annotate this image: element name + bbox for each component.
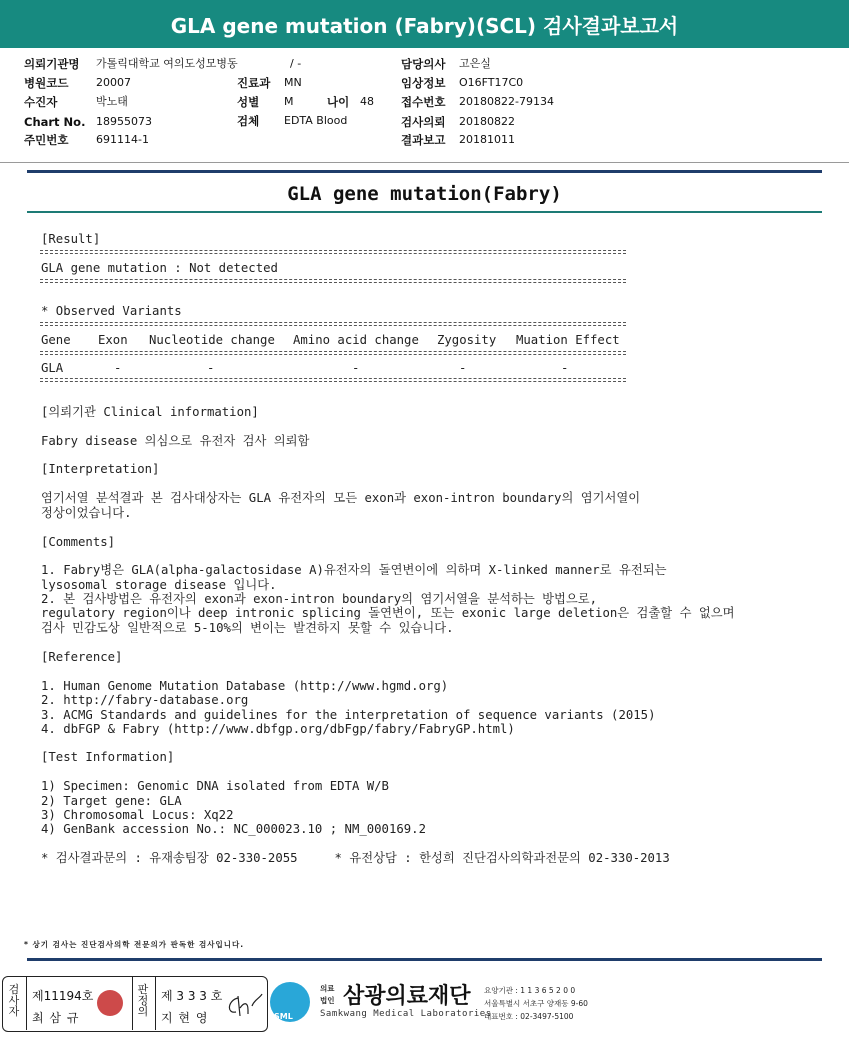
footer-rule (27, 958, 822, 961)
cell-zygosity: - (459, 361, 467, 375)
header-divider (0, 162, 849, 163)
reader-signature (224, 990, 264, 1020)
variants-heading: * Observed Variants (41, 304, 182, 318)
org-info-line: 서울특별시 서초구 양재동 9-60 (484, 999, 588, 1008)
divider (40, 325, 626, 326)
divider (40, 250, 626, 251)
col-header-nucleotide: Nucleotide change (149, 333, 275, 347)
request-date-label: 검사의뢰 (401, 115, 446, 129)
sex-value: M (284, 95, 294, 108)
reference-line: 2. http://fabry-database.org (41, 693, 249, 707)
age-label: 나이 (327, 95, 350, 109)
divider (40, 282, 626, 283)
patient-value: 박노태 (96, 95, 128, 108)
col-header-exon: Exon (98, 333, 128, 347)
cell-exon: - (114, 361, 122, 375)
divider (40, 279, 626, 280)
doctor-label: 담당의사 (401, 57, 446, 71)
divider (40, 381, 626, 382)
comments-heading: [Comments] (41, 535, 116, 549)
result-line: GLA gene mutation : Not detected (41, 261, 278, 275)
clinical-info-value: O16FT17C0 (459, 76, 524, 89)
divider (40, 322, 626, 323)
title-rule-top (27, 170, 822, 173)
divider (40, 351, 626, 352)
ward-value: / - (290, 57, 302, 70)
divider (40, 378, 626, 379)
doctor-value: 고은실 (459, 57, 491, 70)
comment-line: 2. 본 검사방법은 유전자의 exon과 exon-intron boundary의 염기서열을 분석하는 방법으로, (41, 592, 598, 606)
org-name: 삼광의료재단 (343, 984, 471, 1009)
chart-no-value: 18955073 (96, 115, 152, 128)
signature-box-divider (155, 977, 156, 1030)
examiner-name: 최 삼 규 (32, 1011, 80, 1025)
org-info-line: 요양기관 : 1 1 3 6 5 2 0 0 (484, 986, 576, 995)
dept-value: MN (284, 76, 302, 89)
clinical-text: Fabry disease 의심으로 유전자 검사 의뢰함 (41, 434, 310, 448)
document-title: GLA gene mutation(Fabry) (287, 183, 562, 205)
report-header-bar (0, 0, 849, 48)
hospital-code-value: 20007 (96, 76, 131, 89)
contact-line: * 검사결과문의 : 유재송팀장 02-330-2055 * 유전상담 : 한성희 진단검사의학과전문의 02-330-2013 (41, 851, 670, 865)
reader-license: 제 3 3 3 호 (161, 989, 223, 1003)
col-header-amino-acid: Amino acid change (293, 333, 419, 347)
interpretation-line: 정상이었습니다. (41, 506, 132, 520)
cell-gene: GLA (41, 361, 64, 375)
test-info-line: 2) Target gene: GLA (41, 794, 182, 808)
report-title: GLA gene mutation (Fabry)(SCL) 검사결과보고서 (170, 14, 679, 38)
receipt-no-value: 20180822-79134 (459, 95, 554, 108)
resident-no-label: 주민번호 (24, 133, 69, 147)
request-date-value: 20180822 (459, 115, 515, 128)
comment-line: 검사 민감도상 일반적으로 5-10%의 변이는 발견하지 못할 수 있습니다. (41, 621, 454, 635)
interpretation-line: 염기서열 분석결과 본 검사대상자는 GLA 유전자의 모든 exon과 exon-intron boundary의 염기서열이 (41, 491, 641, 505)
specimen-label: 검체 (237, 114, 260, 128)
resident-no-value: 691114-1 (96, 133, 149, 146)
report-date-label: 결과보고 (401, 133, 446, 147)
org-type-1: 의료 (320, 984, 335, 993)
examiner-label: 검 사 자 (8, 983, 20, 1018)
clinical-heading: [의뢰기관 Clinical information] (41, 405, 259, 419)
col-header-effect: Muation Effect (516, 333, 620, 347)
report-date-value: 20181011 (459, 133, 515, 146)
divider (40, 253, 626, 254)
org-info-line: 대표번호 : 02-3497-5100 (484, 1012, 574, 1021)
test-info-line: 3) Chromosomal Locus: Xq22 (41, 808, 234, 822)
reader-label: 판 정 의 (137, 983, 149, 1018)
reference-line: 4. dbFGP & Fabry (http://www.dbfgp.org/dbFgp/fabry/FabryGP.html) (41, 722, 515, 736)
specimen-value: EDTA Blood (284, 114, 348, 127)
dept-label: 진료과 (237, 76, 271, 90)
comment-line: 1. Fabry병은 GLA(alpha-galactosidase A)유전자의 돌연변이에 의하며 X-linked manner로 유전되는 (41, 563, 667, 577)
test-info-heading: [Test Information] (41, 750, 175, 764)
receipt-no-label: 접수번호 (401, 95, 446, 109)
cell-amino-acid: - (352, 361, 360, 375)
org-type-2: 법인 (320, 996, 335, 1005)
comment-line: regulatory region이나 deep intronic splicing 돌연변이, 또는 exonic large deletion은 검출할 수 없으며 (41, 606, 735, 620)
reference-line: 1. Human Genome Mutation Database (http://www.hgmd.org) (41, 679, 449, 693)
col-header-zygosity: Zygosity (437, 333, 497, 347)
hospital-code-label: 병원코드 (24, 76, 69, 90)
clinical-info-label: 임상정보 (401, 76, 446, 90)
test-info-line: 4) GenBank accession No.: NC_000023.10 ; NM_000169.2 (41, 822, 426, 836)
result-heading: [Result] (41, 232, 101, 246)
cell-effect: - (561, 361, 569, 375)
hospital-value: 가톨릭대학교 여의도성모병동 (96, 57, 238, 70)
test-info-line: 1) Specimen: Genomic DNA isolated from EDTA W/B (41, 779, 389, 793)
reference-line: 3. ACMG Standards and guidelines for the interpretation of sequence variants (2015) (41, 708, 656, 722)
patient-label: 수진자 (24, 95, 58, 109)
sex-label: 성별 (237, 95, 260, 109)
sml-logo-text: SML (274, 1012, 293, 1021)
signature-box-divider (132, 977, 133, 1030)
reference-heading: [Reference] (41, 650, 123, 664)
org-name-english: Samkwang Medical Laboratories (320, 1009, 492, 1019)
col-header-gene: Gene (41, 333, 71, 347)
cell-nucleotide: - (207, 361, 215, 375)
chart-no-label: Chart No. (24, 115, 86, 129)
reader-name: 지 현 영 (161, 1011, 209, 1025)
examiner-seal (97, 990, 123, 1016)
signature-box-divider (26, 977, 27, 1030)
hospital-label: 의뢰기관명 (24, 57, 80, 71)
examiner-license: 제11194호 (32, 989, 94, 1003)
age-value: 48 (360, 95, 374, 108)
title-rule-bottom (27, 211, 822, 213)
divider (40, 354, 626, 355)
interpretation-heading: [Interpretation] (41, 462, 160, 476)
comment-line: lysosomal storage disease 입니다. (41, 578, 277, 592)
footnote: * 상기 검사는 진단검사의학 전문의가 판독한 검사입니다. (24, 940, 245, 949)
